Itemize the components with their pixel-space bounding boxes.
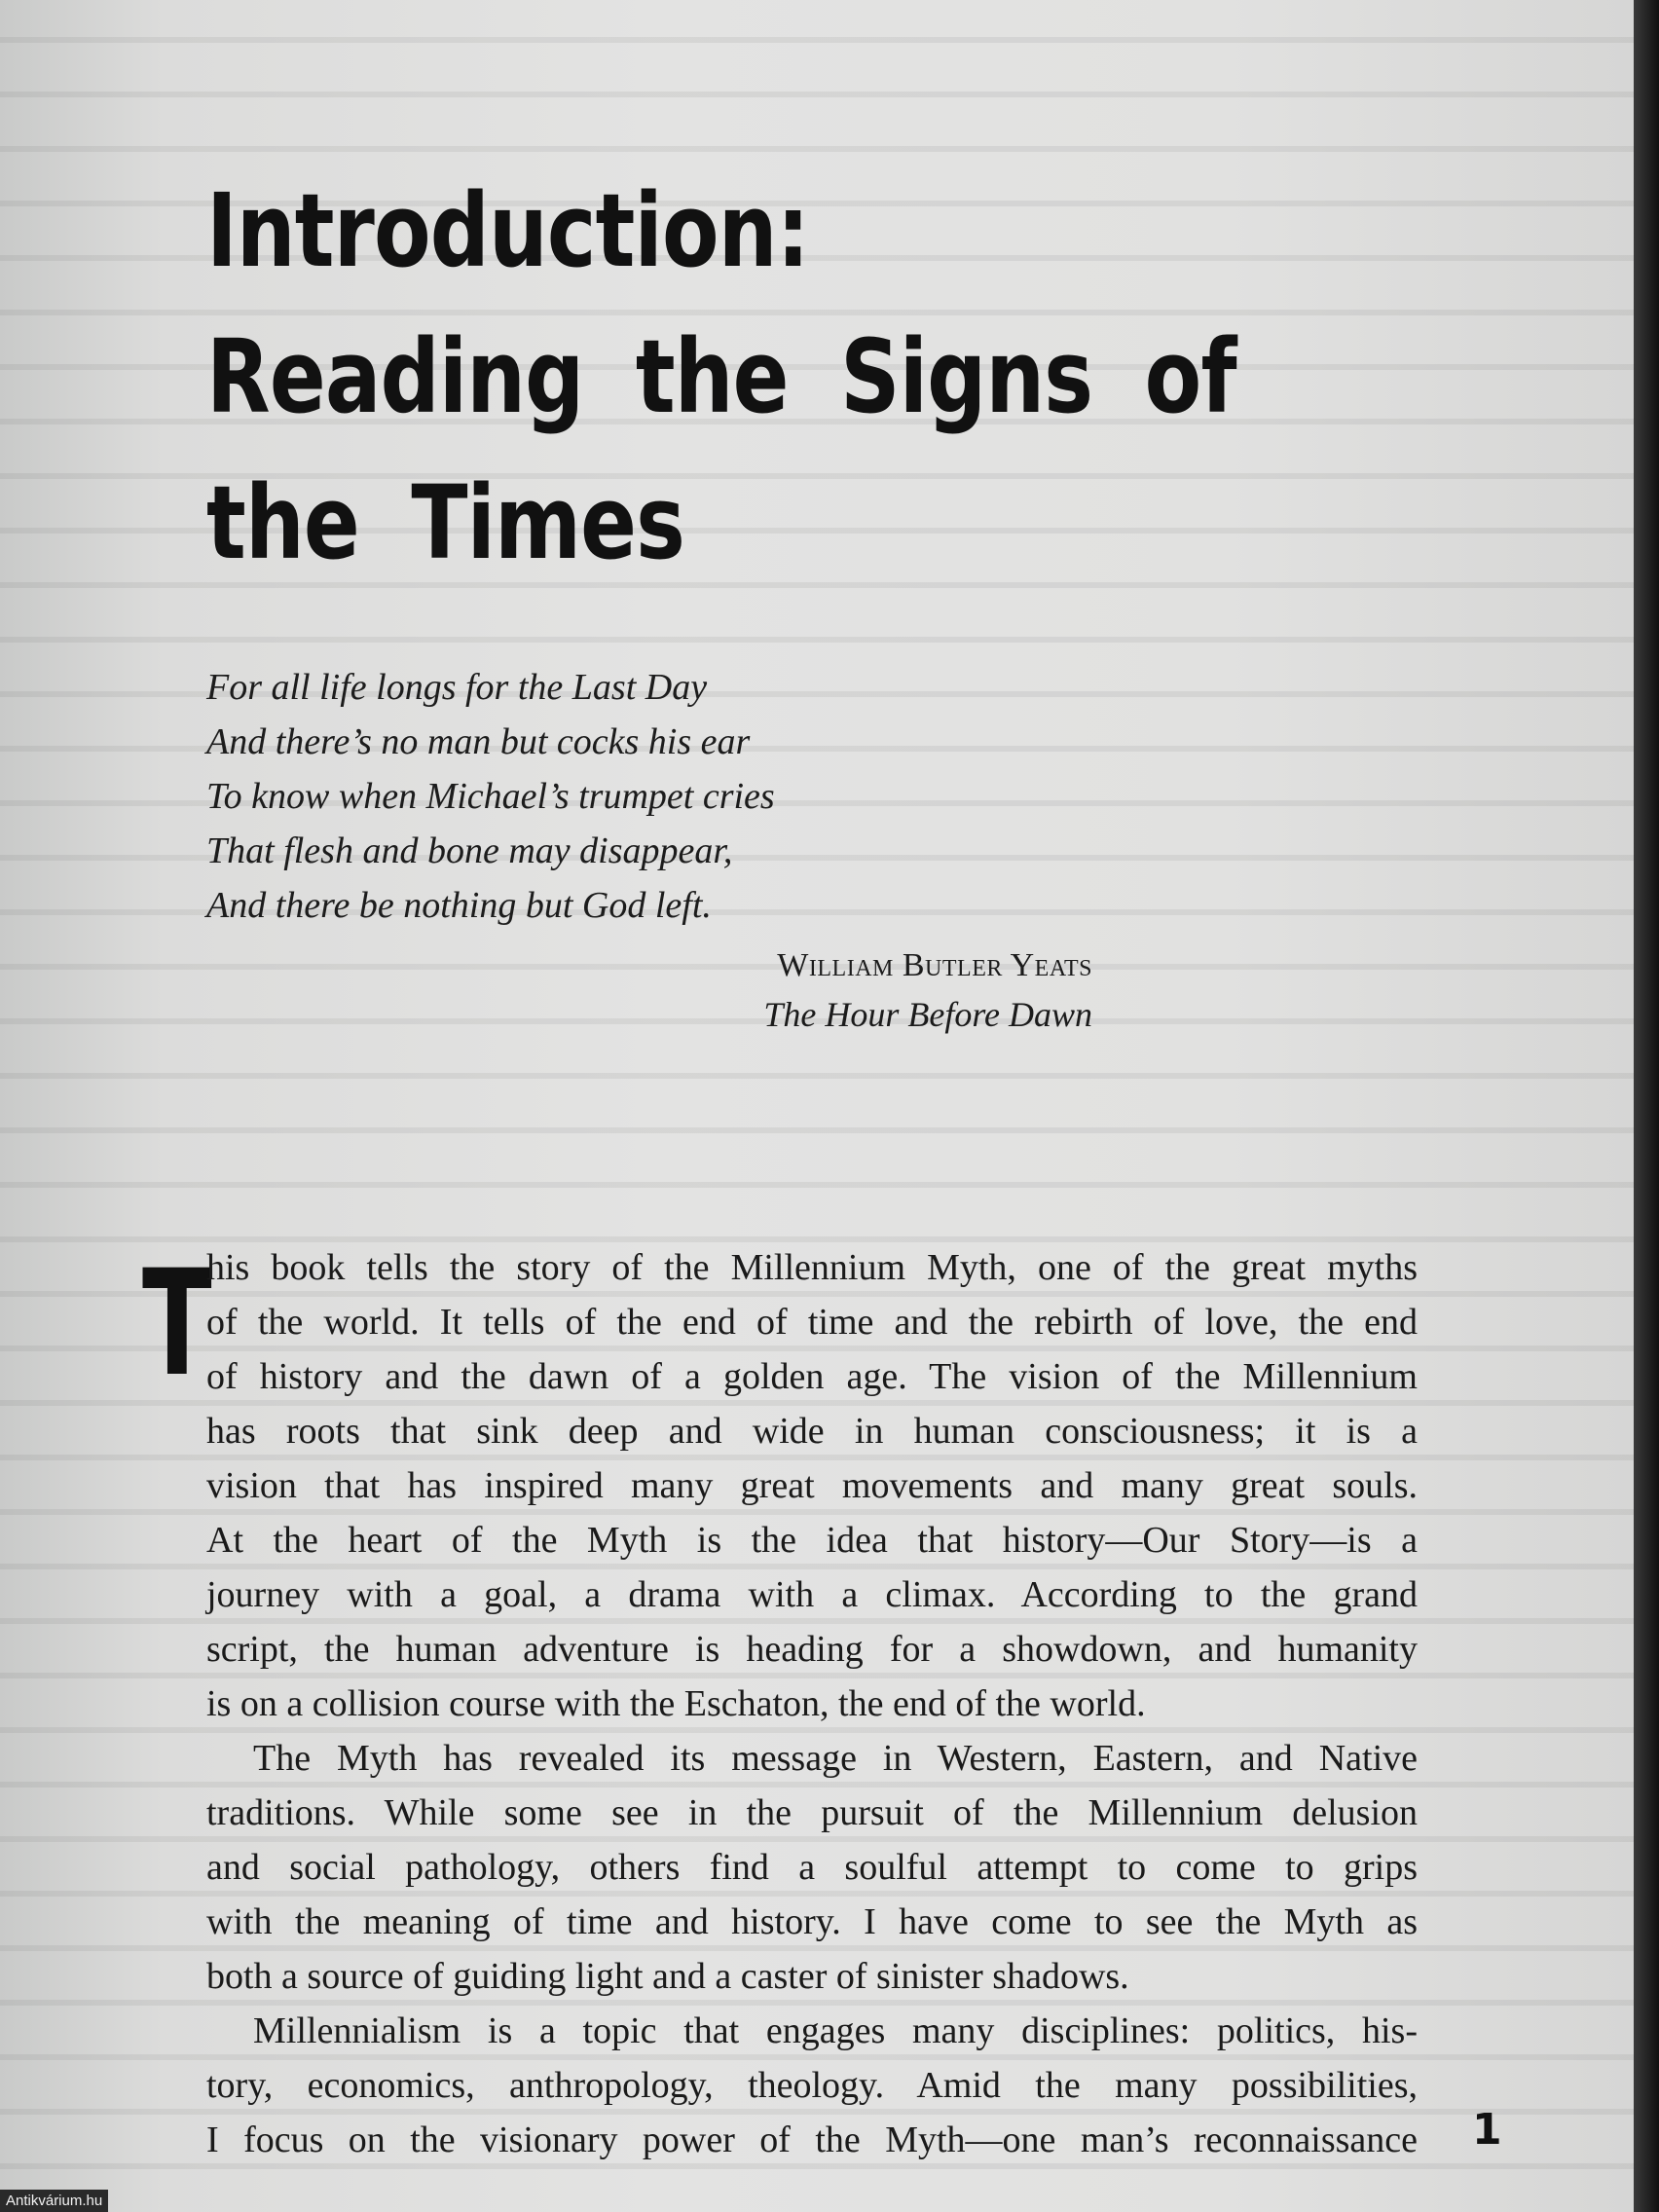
watermark: Antikvárium.hu [0, 2190, 108, 2212]
body-line: has roots that sink deep and wide in human consciousness; it is a [206, 1411, 1418, 1452]
epigraph [206, 660, 1083, 933]
epigraph-line: That flesh and bone may disappear, [206, 830, 733, 871]
body-line: script, the human adventure is heading for a showdown, and humanity [206, 1629, 1418, 1670]
body-text [206, 1240, 1418, 2167]
page-edge-shadow [1634, 0, 1659, 2212]
body-line: The Myth has revealed its message in Western, Eastern, and Native [253, 1738, 1418, 1779]
epigraph-line: To know when Michael’s trumpet cries [206, 776, 775, 817]
body-line: is on a collision course with the Eschaton, the end of the world. [206, 1683, 1146, 1724]
body-line: of the world. It tells of the end of time and the rebirth of love, the end [206, 1302, 1418, 1343]
epigraph-work: The Hour Before Dawn [763, 995, 1092, 1034]
body-line: At the heart of the Myth is the idea that history—Our Story—is a [206, 1520, 1418, 1561]
body-line: with the meaning of time and history. I have come to see the Myth as [206, 1901, 1418, 1942]
body-line: vision that has inspired many great movements and many great souls. [206, 1465, 1418, 1506]
drop-cap: T [142, 1239, 212, 1409]
epigraph-line: And there be nothing but God left. [206, 885, 712, 926]
body-line: tory, economics, anthropology, theology. Amid the many possibilities, [206, 2065, 1418, 2106]
epigraph-author: William Butler Yeats [777, 947, 1092, 983]
body-line: Millennialism is a topic that engages many disciplines: politics, his- [253, 2010, 1418, 2051]
body-line: of history and the dawn of a golden age. The vision of the Millennium [206, 1356, 1418, 1397]
body-line: traditions. While some see in the pursuit of the Millennium delusion [206, 1792, 1418, 1833]
body-line: I focus on the visionary power of the Myth—one man’s reconnaissance [206, 2120, 1418, 2160]
epigraph-line: For all life longs for the Last Day [206, 667, 708, 708]
chapter-title-line-3: the Times [206, 462, 685, 582]
body-line: and social pathology, others find a soulful attempt to come to grips [206, 1847, 1418, 1888]
chapter-title-line-2: Reading the Signs of [206, 316, 1236, 436]
body-line: both a source of guiding light and a caster of sinister shadows. [206, 1956, 1129, 1997]
chapter-title-line-1: Introduction: [206, 170, 809, 290]
body-line: journey with a goal, a drama with a climax. According to the grand [206, 1574, 1418, 1615]
page-number: 1 [1472, 2105, 1502, 2155]
chapter-title [206, 158, 1236, 596]
body-line: his book tells the story of the Millennium Myth, one of the great myths [206, 1247, 1418, 1288]
epigraph-line: And there’s no man but cocks his ear [206, 721, 751, 762]
